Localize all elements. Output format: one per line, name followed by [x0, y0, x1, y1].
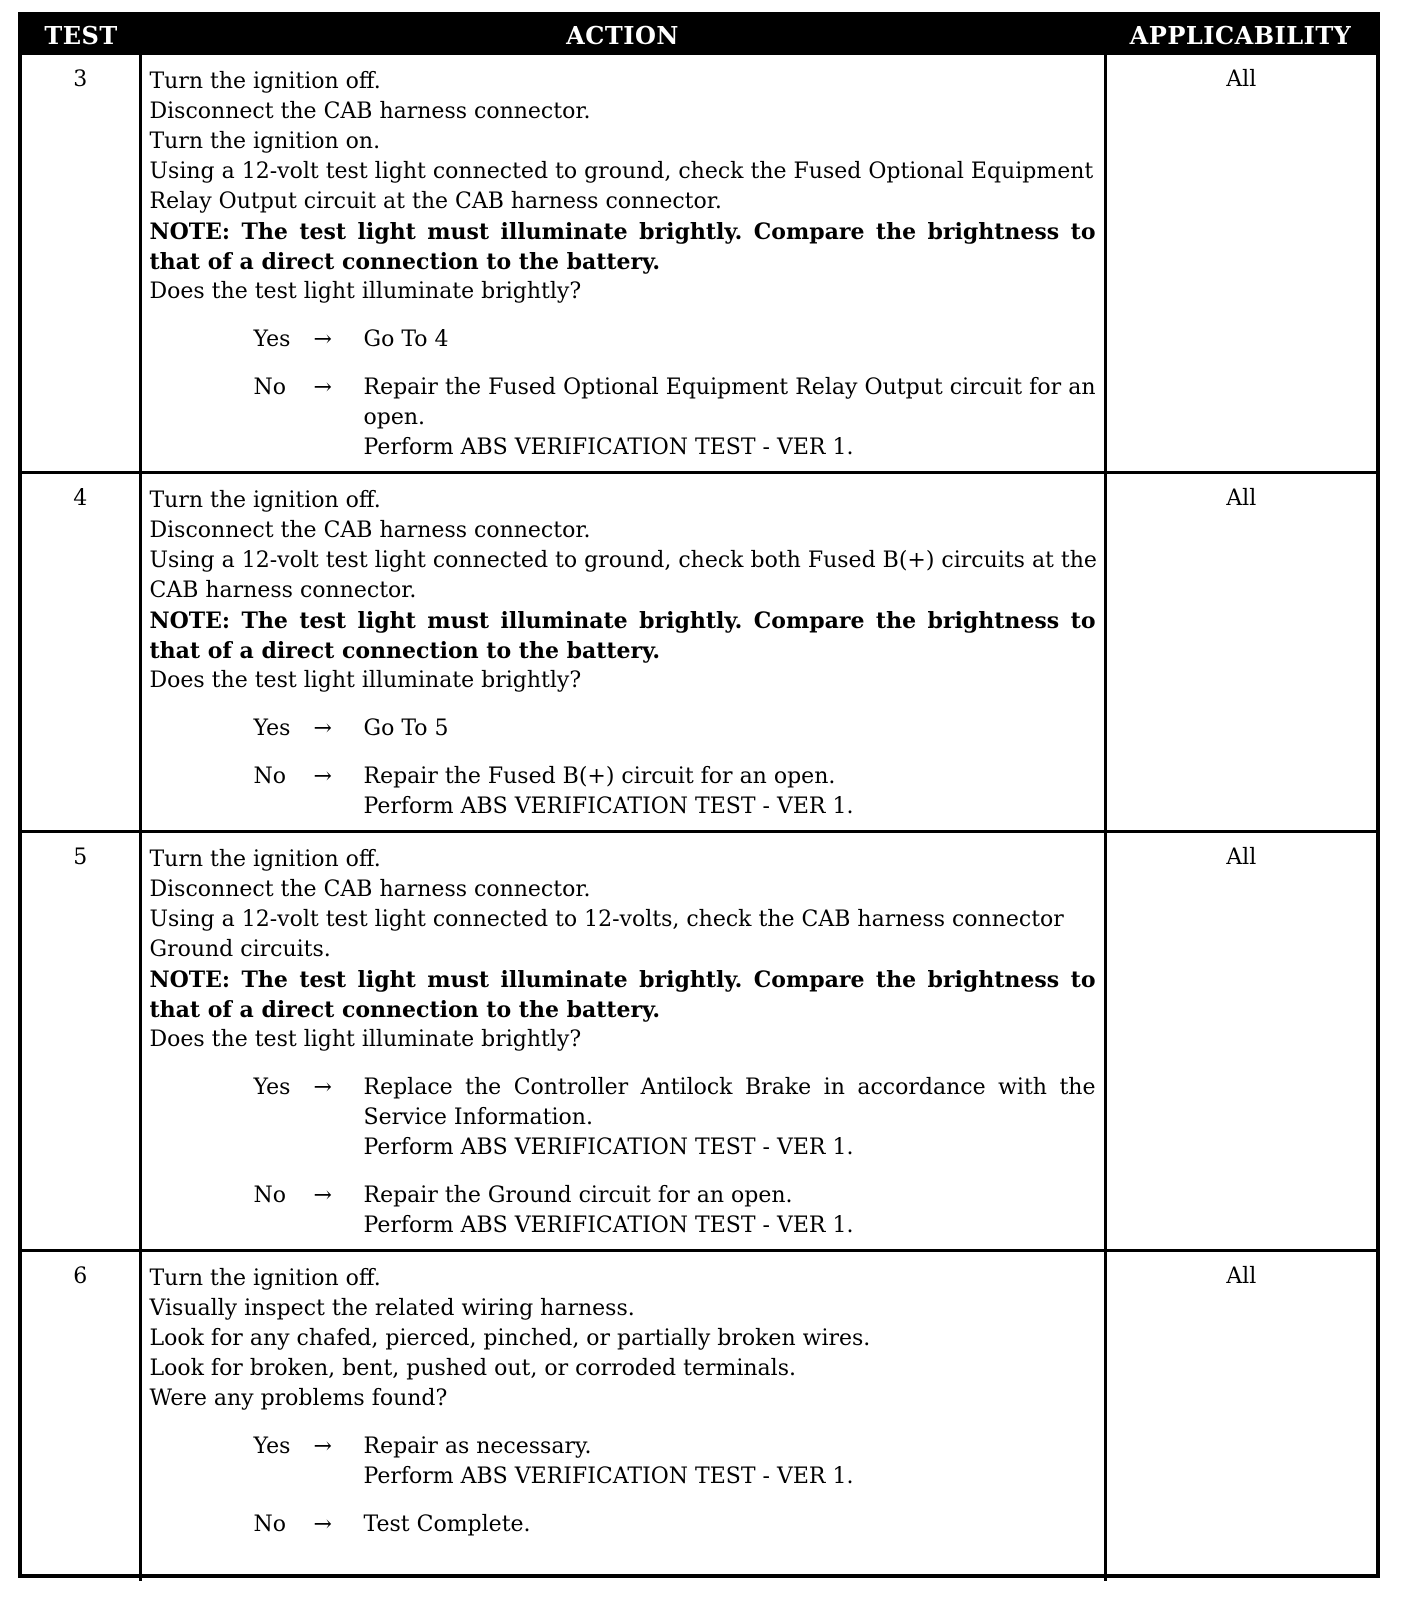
instruction-line: Turn the ignition off. [149, 1266, 381, 1291]
applicability-value: All [1105, 473, 1376, 832]
applicability-value: All [1105, 55, 1376, 473]
instruction-line: Turn the ignition off. [149, 847, 381, 872]
no-label: No [253, 764, 286, 789]
right-arrow-icon: → [313, 1434, 332, 1459]
no-result [364, 762, 1096, 822]
note-text: NOTE: The test light must illuminate brightly. Compare the brightness to that of a direct connection to the battery. [149, 219, 1096, 275]
instruction-line: Disconnect the CAB harness connector. [149, 877, 591, 902]
instruction-line: Turn the ignition off. [149, 69, 381, 94]
result-line: Test Complete. [363, 1512, 531, 1537]
no-answer [254, 762, 1096, 822]
no-answer [254, 373, 1096, 463]
test-number: 3 [22, 55, 140, 473]
result-line: Perform ABS VERIFICATION TEST - VER 1. [363, 1135, 854, 1160]
no-result [364, 373, 1096, 463]
right-arrow-icon: → [313, 375, 332, 400]
action-cell [140, 1251, 1105, 1581]
result-line: Go To 5 [363, 716, 449, 741]
result-line: Perform ABS VERIFICATION TEST - VER 1. [363, 1464, 854, 1489]
yes-label: Yes [253, 716, 291, 741]
test-table [22, 16, 1376, 1581]
yes-answer [254, 1073, 1096, 1163]
table-row [22, 1251, 1376, 1581]
no-result [364, 1181, 1096, 1241]
diagnostic-table [18, 12, 1380, 1578]
yes-result [364, 325, 1096, 355]
instruction-line: Using a 12-volt test light connected to ground, check the Fused Optional Equipment [149, 159, 1094, 184]
result-line: Perform ABS VERIFICATION TEST - VER 1. [363, 435, 854, 460]
header-row [22, 16, 1376, 55]
right-arrow-icon: → [313, 1075, 332, 1100]
test-number: 4 [22, 473, 140, 832]
table-row [22, 473, 1376, 832]
instruction-line: Relay Output circuit at the CAB harness connector. [149, 189, 722, 214]
right-arrow-icon: → [313, 1183, 332, 1208]
instruction-line: CAB harness connector. [149, 578, 417, 603]
header-test: TEST [22, 16, 140, 55]
result-line: Repair the Fused Optional Equipment Relay Output circuit for an open. [363, 375, 1096, 430]
action-cell [140, 473, 1105, 832]
result-line: Go To 4 [363, 327, 449, 352]
no-label: No [253, 1183, 286, 1208]
table-row [22, 832, 1376, 1251]
action-cell [140, 55, 1105, 473]
applicability-value: All [1105, 832, 1376, 1251]
right-arrow-icon: → [313, 764, 332, 789]
yes-result [364, 1432, 1096, 1492]
instruction-line: Were any problems found? [149, 1386, 448, 1411]
instruction-line: Turn the ignition on. [149, 129, 381, 154]
note-text: NOTE: The test light must illuminate brightly. Compare the brightness to that of a direct connection to the battery. [149, 608, 1096, 664]
instruction-line: Using a 12-volt test light connected to ground, check both Fused B(+) circuits at the [149, 548, 1097, 573]
test-number: 6 [73, 1264, 88, 1289]
result-line: Replace the Controller Antilock Brake in accordance with the Service Information. [363, 1075, 1096, 1130]
result-line: Perform ABS VERIFICATION TEST - VER 1. [363, 1213, 854, 1238]
instruction-line: Look for broken, bent, pushed out, or corroded terminals. [149, 1356, 796, 1381]
instruction-line: Turn the ignition off. [149, 488, 381, 513]
yes-answer [254, 714, 1096, 744]
yes-label: Yes [253, 327, 291, 352]
question-text: Does the test light illuminate brightly? [149, 279, 582, 304]
instruction-line: Visually inspect the related wiring harness. [149, 1296, 635, 1321]
right-arrow-icon: → [313, 1512, 332, 1537]
yes-label: Yes [253, 1434, 291, 1459]
no-label: No [253, 1512, 286, 1537]
instruction-line: Ground circuits. [149, 937, 331, 962]
result-line: Perform ABS VERIFICATION TEST - VER 1. [363, 794, 854, 819]
question-text: Does the test light illuminate brightly? [149, 668, 582, 693]
yes-result [364, 1073, 1096, 1163]
question-text: Does the test light illuminate brightly? [149, 1027, 582, 1052]
right-arrow-icon: → [313, 716, 332, 741]
yes-answer [254, 325, 1096, 355]
test-number: 5 [22, 832, 140, 1251]
instruction-line: Using a 12-volt test light connected to 12-volts, check the CAB harness connector [149, 907, 1064, 932]
note-text: NOTE: The test light must illuminate brightly. Compare the brightness to that of a direct connection to the battery. [149, 967, 1096, 1023]
no-answer [254, 1181, 1096, 1241]
result-line: Repair the Ground circuit for an open. [363, 1183, 793, 1208]
table-row [22, 55, 1376, 473]
applicability-value: All [1105, 1251, 1376, 1581]
action-cell [140, 832, 1105, 1251]
right-arrow-icon: → [313, 327, 332, 352]
header-applicability: APPLICABILITY [1105, 16, 1376, 55]
yes-label: Yes [253, 1075, 291, 1100]
yes-result [364, 714, 1096, 744]
no-answer [254, 1510, 1096, 1540]
instruction-line: Disconnect the CAB harness connector. [149, 99, 591, 124]
header-action: ACTION [140, 16, 1105, 55]
result-line: Repair the Fused B(+) circuit for an open. [363, 764, 836, 789]
no-label: No [253, 375, 286, 400]
instruction-line: Disconnect the CAB harness connector. [149, 518, 591, 543]
instruction-line: Look for any chafed, pierced, pinched, or partially broken wires. [149, 1326, 871, 1351]
result-line: Repair as necessary. [363, 1434, 592, 1459]
yes-answer [254, 1432, 1096, 1492]
no-result [364, 1510, 1096, 1540]
